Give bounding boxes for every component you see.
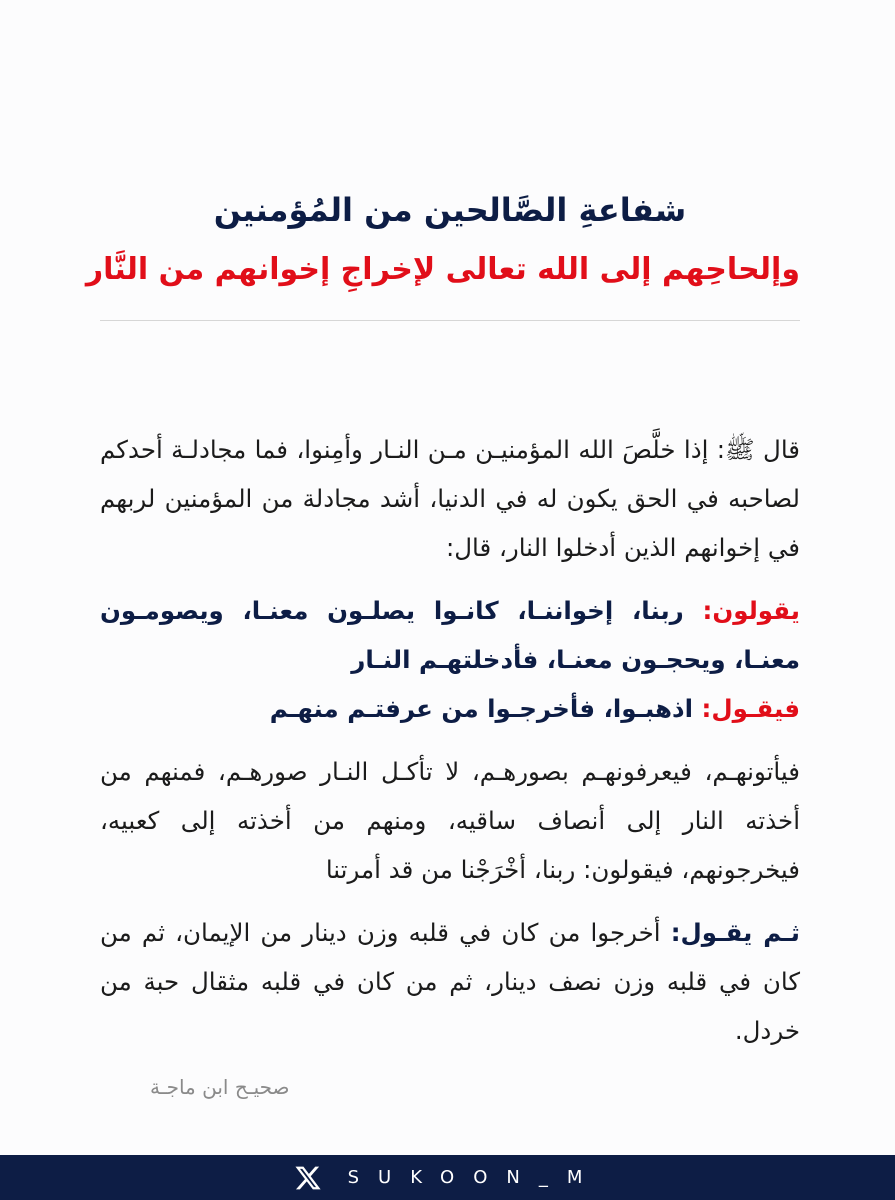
- he-says-paragraph: [100, 684, 800, 733]
- final-paragraph: [100, 908, 800, 1055]
- he-says-label: فيقـول:: [701, 694, 800, 723]
- final-label: ثـم يقـول:: [670, 918, 800, 947]
- hadith-body: [100, 425, 800, 1069]
- title-line-1: شفاعةِ الصَّالحين من المُؤمنين: [213, 191, 687, 229]
- footer-bar: [0, 1155, 895, 1200]
- account-handle: SUKOON_M: [347, 1167, 602, 1188]
- he-says-text: اذهبـوا، فأخرجـوا من عرفتـم منهـم: [269, 694, 702, 723]
- they-say-text: ربنا، إخواننـا، كانـوا يصلـون معنـا، ويصومـون معنـا، ويحجـون معنـا، فأدخلتهـم النـار: [100, 596, 800, 674]
- source-citation: صحيـح ابن ماجـة: [150, 1075, 290, 1099]
- title-block: [85, 180, 800, 300]
- title-line-2: وإلحاحِهم إلى الله تعالى لإخراجِ إخوانهم من النَّار: [85, 252, 800, 287]
- divider: [100, 320, 800, 321]
- footer-brand: [294, 1164, 602, 1192]
- middle-paragraph: فيأتونهـم، فيعرفونهـم بصورهـم، لا تأكـل النـار صورهـم، فمنهم من أخذته النار إلى أنصاف ساقيه، ومنهم من أخذته إلى كعبيه، فيخرجونهم، فيقولون: ربنا، أخْرَجْنا من قد أمرتنا: [100, 757, 800, 884]
- intro-paragraph: قال ﷺ: إذا خلَّصَ الله المؤمنيـن مـن النـار وأمِنوا، فما مجادلـة أحدكم لصاحبه في الحق يكون له في الدنيا، أشد مجادلة من المؤمنين لربهم في إخوانهم الذين أدخلوا النار، قال:: [100, 435, 800, 562]
- they-say-paragraph: [100, 586, 800, 684]
- final-text: أخرجوا من كان في قلبه وزن دينار من الإيمان، ثم من كان في قلبه وزن نصف دينار، ثم من كان في قلبه مثقال حبة من خردل.: [100, 918, 800, 1045]
- x-logo-icon: [294, 1164, 322, 1192]
- they-say-label: يقولون:: [702, 596, 800, 625]
